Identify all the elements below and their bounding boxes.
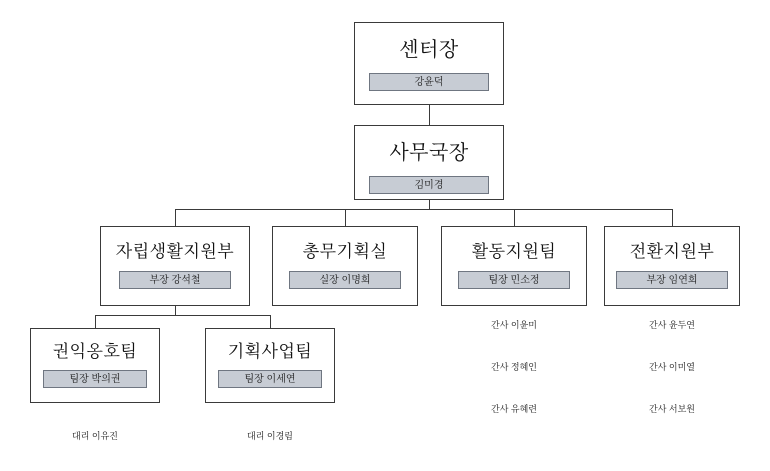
- connector-dept1-to-teams: [175, 306, 176, 315]
- node-person: 팀장 박의권: [43, 370, 147, 388]
- node-person: 팀장 민소정: [458, 271, 570, 289]
- staff-list-transition-support: [604, 290, 740, 444]
- staff-member: 간사 이윤미: [491, 320, 537, 330]
- staff-list-activity-support: [441, 290, 587, 444]
- connector-bus-to-team-1: [95, 315, 96, 328]
- node-person: 부장 강석철: [119, 271, 231, 289]
- connector-bus-to-team-2: [270, 315, 271, 328]
- node-department-independent-living[interactable]: [100, 226, 250, 306]
- staff-member: 간사 정혜인: [491, 362, 537, 372]
- connector-center-to-office: [429, 105, 430, 125]
- node-person: 팀장 이세연: [218, 370, 322, 388]
- staff-member: 간사 이미열: [649, 362, 695, 372]
- connector-office-to-bus: [429, 200, 430, 209]
- staff-member: 대리 이경림: [247, 431, 293, 441]
- node-title: 자립생활지원부: [115, 242, 235, 261]
- node-title: 총무기획실: [302, 242, 388, 261]
- connector-department-bus: [175, 209, 672, 210]
- node-person: 실장 이명희: [289, 271, 401, 289]
- staff-member: 대리 이유진: [72, 431, 118, 441]
- node-team-rights-advocacy[interactable]: [30, 328, 160, 403]
- connector-team-bus: [95, 315, 270, 316]
- staff-member: 간사 윤두연: [649, 320, 695, 330]
- node-department-general-planning[interactable]: [272, 226, 418, 306]
- node-person: 강윤덕: [369, 73, 489, 91]
- node-title: 기획사업팀: [227, 342, 313, 361]
- staff-member: 간사 유혜련: [491, 404, 537, 414]
- node-title: 전환지원부: [629, 242, 715, 261]
- node-title: 사무국장: [389, 142, 469, 164]
- connector-bus-to-dept-4: [672, 209, 673, 226]
- connector-bus-to-dept-1: [175, 209, 176, 226]
- node-person: 부장 임연희: [616, 271, 728, 289]
- staff-list-planning-project: [205, 401, 335, 471]
- staff-member: 간사 서보원: [649, 404, 695, 414]
- node-title: 활동지원팀: [471, 242, 557, 261]
- node-title: 권익옹호팀: [52, 342, 138, 361]
- node-title: 센터장: [399, 39, 459, 61]
- connector-bus-to-dept-3: [514, 209, 515, 226]
- node-person: 김미경: [369, 176, 489, 194]
- connector-bus-to-dept-2: [345, 209, 346, 226]
- node-center-director[interactable]: [354, 22, 504, 105]
- node-team-planning-project[interactable]: [205, 328, 335, 403]
- node-office-director[interactable]: [354, 125, 504, 200]
- staff-list-rights-advocacy: [30, 401, 160, 471]
